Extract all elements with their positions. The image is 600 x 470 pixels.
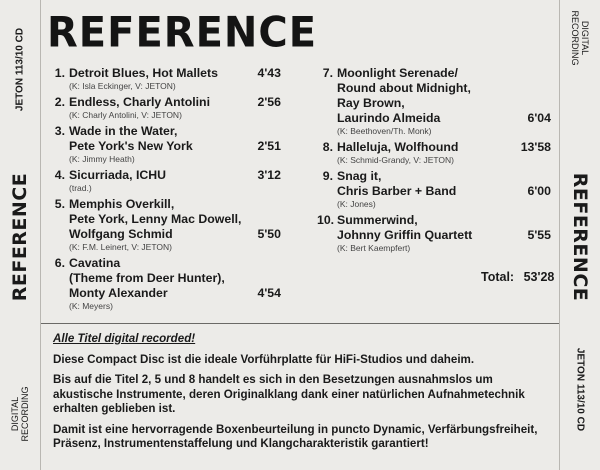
track-credit: (K: Isla Eckinger, V: JETON) xyxy=(69,81,176,91)
track-title-line xyxy=(49,95,281,110)
track-number xyxy=(49,271,65,286)
track-title: Halleluja, Wolfhound xyxy=(337,140,459,154)
track-credit: (K: F.M. Leinert, V: JETON) xyxy=(69,242,172,252)
track-title: Pete York, Lenny Mac Dowell, xyxy=(69,212,242,226)
track-title-line xyxy=(317,111,551,126)
brand-logo: REFERENCE xyxy=(47,8,318,58)
track-title: Sicurriada, ICHU xyxy=(69,168,167,182)
track-title: Round about Midnight, xyxy=(337,81,471,95)
track-time: 13'58 xyxy=(520,140,551,154)
track-number xyxy=(49,227,65,242)
track-title-line xyxy=(49,212,281,227)
track-time: 6'00 xyxy=(527,184,551,198)
spine-logo: REFERENCE xyxy=(9,172,31,302)
track-credit: (K: Schmid-Grandy, V: JETON) xyxy=(337,155,454,165)
track-title: Summerwind, xyxy=(337,213,418,227)
track-number: 4. xyxy=(54,168,65,182)
track-time: 2'56 xyxy=(257,95,281,109)
track-credit: (K: Beethoven/Th. Monk) xyxy=(337,126,432,136)
track-number xyxy=(317,111,333,126)
right-spine xyxy=(559,0,600,470)
track-credit: (K: Jones) xyxy=(337,199,376,209)
spine-logo: REFERENCE xyxy=(569,172,591,302)
track-time: 4'54 xyxy=(257,286,281,300)
track-credit: (K: Charly Antolini, V: JETON) xyxy=(69,110,182,120)
track-title: Wade in the Water, xyxy=(69,124,178,138)
track-number: 2. xyxy=(54,95,65,109)
track-credit: (K: Jimmy Heath) xyxy=(69,154,135,164)
track-title-line xyxy=(49,168,281,183)
track-number: 10. xyxy=(317,213,335,227)
track-number xyxy=(317,184,333,199)
track-title-line xyxy=(317,213,551,228)
track-item xyxy=(49,168,281,194)
track-number: 1. xyxy=(54,66,65,80)
track-item xyxy=(49,124,281,165)
track-title-line xyxy=(317,228,551,243)
total-label: Total: xyxy=(481,270,515,284)
track-item xyxy=(317,213,551,254)
track-title-line xyxy=(317,140,551,155)
track-title: (Theme from Deer Hunter), xyxy=(69,271,225,285)
track-number xyxy=(49,212,65,227)
track-time: 2'51 xyxy=(257,139,281,153)
track-item xyxy=(49,197,281,253)
track-title: Memphis Overkill, xyxy=(69,197,175,211)
track-title-line xyxy=(49,227,281,242)
track-item xyxy=(49,95,281,121)
notes-headline: Alle Titel digital recorded! xyxy=(53,332,196,345)
track-credit: (trad.) xyxy=(69,183,92,193)
track-title-line xyxy=(49,124,281,139)
left-spine xyxy=(0,0,41,470)
track-credit: (K: Meyers) xyxy=(69,301,113,311)
track-title: Monty Alexander xyxy=(69,286,168,300)
track-title-line xyxy=(49,197,281,212)
notes-paragraph-2: Bis auf die Titel 2, 5 und 8 handelt es sich in den Besetzungen ausnahmslos um akustische Instrumente, deren Originalklang dank einer natürlichen Aufnahmetechnik erhalten geblieben ist. xyxy=(53,373,525,415)
track-title-line xyxy=(49,271,281,286)
spine-digital-recording: DIGITAL RECORDING xyxy=(10,386,30,442)
track-time: 5'55 xyxy=(527,228,551,242)
track-number: 9. xyxy=(322,169,333,183)
track-item xyxy=(317,66,551,137)
track-number: 6. xyxy=(54,256,65,270)
track-number xyxy=(317,228,333,243)
track-item xyxy=(317,169,551,210)
tracklist-left xyxy=(49,66,281,315)
track-item xyxy=(317,140,551,166)
track-number xyxy=(49,139,65,154)
track-number: 3. xyxy=(54,124,65,138)
track-title-line xyxy=(49,286,281,301)
track-title: Pete York's New York xyxy=(69,139,193,153)
track-time: 3'12 xyxy=(257,168,281,182)
liner-notes xyxy=(53,332,553,458)
track-title-line xyxy=(49,139,281,154)
track-title: Chris Barber + Band xyxy=(337,184,457,198)
track-title: Endless, Charly Antolini xyxy=(69,95,210,109)
total-value: 53'28 xyxy=(523,270,555,284)
spine-digital-recording: DIGITAL RECORDING xyxy=(570,10,590,66)
track-item xyxy=(49,256,281,312)
track-number xyxy=(317,96,333,111)
track-number: 8. xyxy=(322,140,333,154)
track-credit: (K: Bert Kaempfert) xyxy=(337,243,411,253)
track-title-line xyxy=(317,96,551,111)
tracklist-right xyxy=(317,66,551,257)
track-title-line xyxy=(317,169,551,184)
track-title: Snag it, xyxy=(337,169,382,183)
spine-catalog-number: JETON 113/10 CD xyxy=(14,27,26,112)
track-title: Cavatina xyxy=(69,256,121,270)
track-title-line xyxy=(317,81,551,96)
track-title-line xyxy=(317,66,551,81)
divider xyxy=(41,323,559,324)
track-time: 4'43 xyxy=(257,66,281,80)
track-item xyxy=(49,66,281,92)
back-cover-main xyxy=(41,0,559,470)
track-title-line xyxy=(49,256,281,271)
notes-paragraph-3: Damit ist eine hervorragende Boxenbeurteilung in puncto Dynamic, Verfärbungsfreiheit, Präsenz, Instrumentenstaffelung und Klangcharakteristik garantiert! xyxy=(53,422,538,450)
track-number: 5. xyxy=(54,197,65,211)
track-title: Ray Brown, xyxy=(337,96,405,110)
track-title: Laurindo Almeida xyxy=(337,111,441,125)
spine-catalog-number: JETON 113/10 CD xyxy=(574,347,586,432)
track-number xyxy=(317,81,333,96)
track-time: 6'04 xyxy=(527,111,551,125)
track-title: Detroit Blues, Hot Mallets xyxy=(69,66,218,80)
track-number: 7. xyxy=(322,66,333,80)
track-time: 5'50 xyxy=(257,227,281,241)
total-runtime xyxy=(481,270,554,284)
track-title-line xyxy=(317,184,551,199)
track-title: Moonlight Serenade/ xyxy=(337,66,458,80)
track-title: Wolfgang Schmid xyxy=(69,227,173,241)
track-number xyxy=(49,286,65,301)
track-title: Johnny Griffin Quartett xyxy=(337,228,473,242)
track-title-line xyxy=(49,66,281,81)
notes-paragraph-1: Diese Compact Disc ist die ideale Vorführplatte für HiFi-Studios und daheim. xyxy=(53,352,475,366)
